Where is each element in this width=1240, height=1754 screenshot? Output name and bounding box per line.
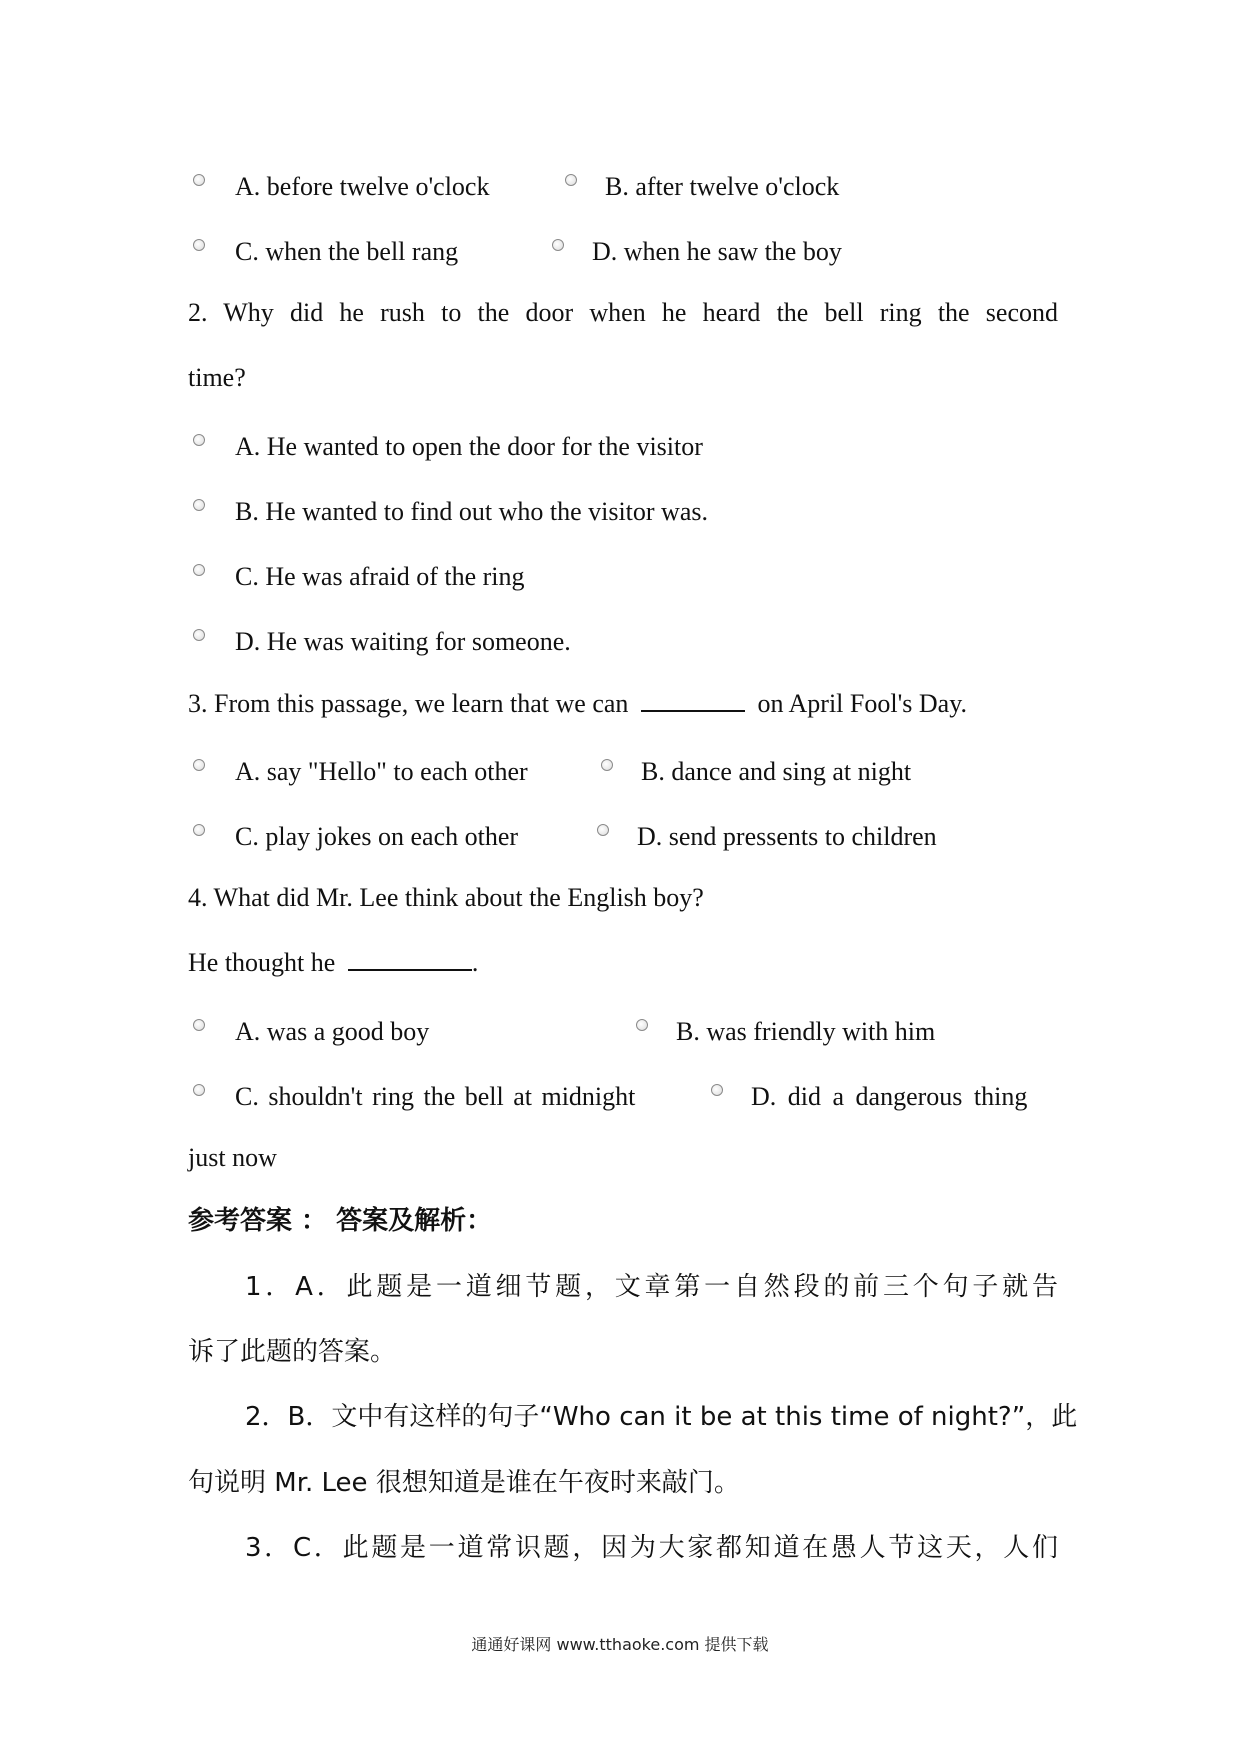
option-label: C. play jokes on each other [235,822,519,851]
option-label: B. after twelve o'clock [605,172,840,201]
option-label: C. He was afraid of the ring [235,562,525,591]
q4-question: 4. What did Mr. Lee think about the English boy? [188,883,704,912]
q2-question-cont: time? [188,363,246,392]
answer-1-line-1: 1．A．此题是一道细节题，文章第一自然段的前三个句子就告 [245,1272,1058,1302]
radio-button-icon[interactable] [193,759,205,771]
q2-question: 2. Why did he rush to the door when he heard the bell ring the second [188,298,1058,327]
radio-button-icon[interactable] [597,824,609,836]
radio-button-icon[interactable] [193,824,205,836]
option-label: D. did a dangerous thing [751,1082,1028,1111]
option-label: A. before twelve o'clock [235,172,490,201]
option-label: B. He wanted to find out who the visitor was. [235,497,708,526]
q4-option-d-cont: just now [188,1143,277,1172]
answer-2-line-2: 句说明 Mr. Lee 很想知道是谁在午夜时来敲门。 [188,1468,740,1498]
option-label: D. He was waiting for someone. [235,627,571,656]
q4-stem-text: He thought he [188,948,336,977]
radio-button-icon[interactable] [193,174,205,186]
q3-question-text: 3. From this passage, we learn that we can [188,689,629,718]
q3-question [188,687,1058,721]
radio-button-icon[interactable] [193,1084,205,1096]
option-label: D. when he saw the boy [592,237,842,266]
radio-button-icon[interactable] [193,564,205,576]
radio-button-icon[interactable] [565,174,577,186]
radio-button-icon[interactable] [193,499,205,511]
option-label: A. say "Hello" to each other [235,757,528,786]
q4-stem [188,946,1058,980]
option-label: B. was friendly with him [676,1017,936,1046]
option-label: B. dance and sing at night [641,757,912,786]
answer-2-line-1: 2．B．文中有这样的句子“Who can it be at this time of night?”，此 [245,1402,1078,1432]
option-label: C. when the bell rang [235,237,459,266]
option-label: A. was a good boy [235,1017,430,1046]
answer-3-line-1: 3．C．此题是一道常识题，因为大家都知道在愚人节这天，人们 [245,1533,1058,1563]
option-label: A. He wanted to open the door for the visitor [235,432,703,461]
answer-blank [348,947,472,971]
radio-button-icon[interactable] [193,1019,205,1031]
answer-1-line-2: 诉了此题的答案。 [188,1337,397,1367]
radio-button-icon[interactable] [193,629,205,641]
radio-button-icon[interactable] [193,239,205,251]
answer-blank [641,688,745,712]
q4-stem-end: . [471,948,479,977]
radio-button-icon[interactable] [601,759,613,771]
radio-button-icon[interactable] [711,1084,723,1096]
option-label: C. shouldn't ring the bell at midnight [235,1082,636,1111]
page-footer: 通通好课网 www.tthaoke.com 提供下载 [471,1635,769,1654]
radio-button-icon[interactable] [636,1019,648,1031]
q3-question-text-end: on April Fool's Day. [757,689,967,718]
radio-button-icon[interactable] [552,239,564,251]
answers-heading: 参考答案 ： 答案及解析： [188,1206,493,1236]
option-label: D. send pressents to children [637,822,937,851]
radio-button-icon[interactable] [193,434,205,446]
